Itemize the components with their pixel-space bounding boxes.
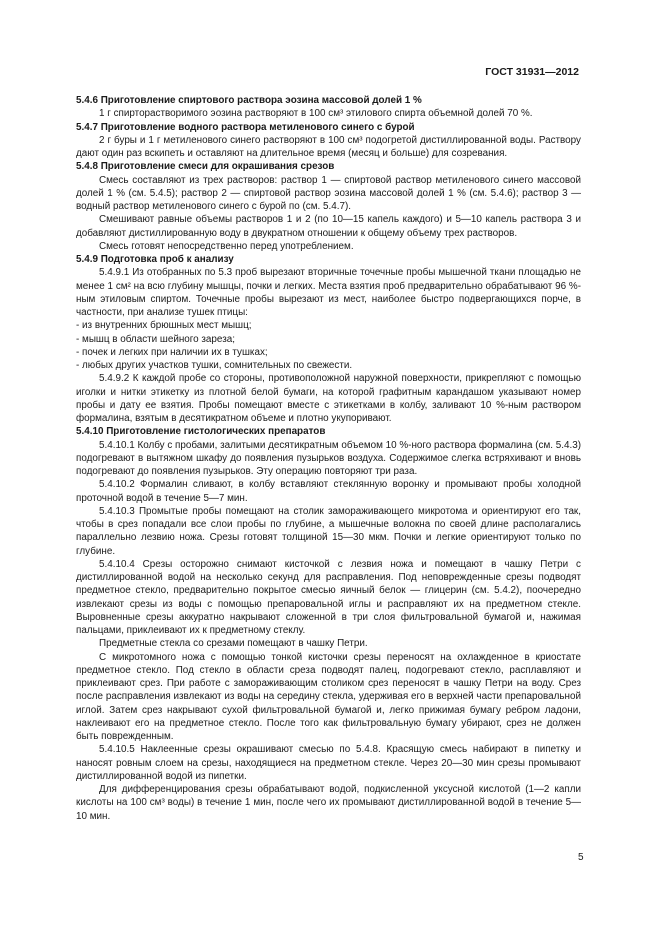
paragraph: 5.4.10.2 Формалин сливают, в колбу вставляют стеклянную воронку и промывают пробы холодной проточной водой в течение 5—7 мин.: [76, 479, 581, 504]
paragraph: Для дифференцирования срезы обрабатывают водой, подкисленной уксусной кислотой (1—2 капли кислоты на 100 см³ воды) в течение 1 мин, после чего их промывают дистиллированной водой в течение 5—10 мин.: [76, 784, 581, 822]
paragraph: 5.4.10.1 Колбу с пробами, залитыми десятикратным объемом 10 %-ного раствора формалина (см. 5.4.3) подогревают в вытяжном шкафу до появления пузырьков воздуха. Содержимое слегка встряхивают и вновь подогревают до появления пузырьков. Эту операцию повторяют три раза.: [76, 439, 581, 477]
list-item: - почек и легких при наличии их в тушках;: [76, 346, 268, 358]
document-body: [76, 94, 581, 823]
document-header: ГОСТ 31931—2012: [485, 66, 579, 78]
paragraph: Смесь готовят непосредственно перед употреблением.: [99, 240, 354, 252]
list-item: - из внутренних брюшных мест мышц;: [76, 320, 252, 332]
page-number: 5: [578, 852, 584, 863]
paragraph: Смесь составляют из трех растворов: раствор 1 — спиртовой раствор метиленового синего массовой долей 1 % (см. 5.4.5); раствор 2 — спиртовой раствор эозина массовой долей 1 % (см. 5.4.6); раствор 3 — водный раствор метиленового синего с бурой по (см. 5.4.7).: [76, 174, 581, 212]
paragraph: Смешивают равные объемы растворов 1 и 2 (по 10—15 капель каждого) и 5—10 капель раствора 3 и добавляют дистиллированную воду в двукратном отношении к общему объему трех растворов.: [76, 214, 581, 239]
paragraph: 5.4.10.3 Промытые пробы помещают на столик замораживающего микротома и ориентируют его так, чтобы в срез попадали все слои пробы по глубине, а мышечные волокна по своей длине располагались параллельно лезвию ножа. Срезы готовят толщиной 15—30 мкм. Почки и легкие ориентируют только по глубине.: [76, 505, 581, 557]
paragraph: 2 г буры и 1 г метиленового синего растворяют в 100 см³ подогретой дистиллированной воды. Раствору дают один раз вскипеть и оставляют на длительное время (месяц и больше) для созревания.: [76, 134, 581, 159]
paragraph: 5.4.10.4 Срезы осторожно снимают кисточкой с лезвия ножа и помещают в чашку Петри с дистиллированной водой на несколько секунд для расправления. Под неповрежденные срезы подводят предметное стекло, предварительно покрытое смесью яичный белок — глицерин (см. 5.4.2), поочередно извлекают срезы из воды с помощью препаровальной иглы и расправляют их на предметном стекле. Выровненные срезы аккуратно накрывают сложенной в три слоя фильтровальной бумагой и, нажимая пальцами, приклеивают их к предметному стеклу.: [76, 558, 581, 636]
section-heading: 5.4.9 Подготовка проб к анализу: [76, 254, 234, 265]
paragraph: Предметные стекла со срезами помещают в чашку Петри.: [99, 638, 368, 650]
paragraph: 5.4.9.1 Из отобранных по 5.3 проб вырезают вторичные точечные пробы мышечной ткани площадью не менее 1 см² на всю глубину мышцы, почки и легких. Места взятия проб предварительно обрабатывают 96 %-ным этиловым спиртом. Точечные пробы вырезают из мест, наиболее быстро подвергающихся порче, в частности, при анализе тушек птицы:: [76, 267, 581, 318]
paragraph: 5.4.10.5 Наклеенные срезы окрашивают смесью по 5.4.8. Красящую смесь набирают в пипетку и наносят ровным слоем на срезы, находящиеся на предметном стекле. Через 20—30 мин срезы промывают дистиллированной водой из пипетки.: [76, 744, 581, 782]
list-item: - мышц в области шейного зареза;: [76, 333, 235, 345]
section-heading: 5.4.8 Приготовление смеси для окрашивания срезов: [76, 161, 335, 173]
section-heading: 5.4.10 Приготовление гистологических препаратов: [76, 426, 326, 438]
paragraph: 5.4.9.2 К каждой пробе со стороны, противоположной наружной поверхности, прикрепляют с помощью иголки и нитки этикетку из плотной белой бумаги, на которой графитным карандашом указывают номер пробы и дату ее взятия. Пробы помещают вместе с этикетками в колбу, заливают 10 %-ным раствором формалина, взятым в десятикратном объеме и плотно укупоривают.: [76, 373, 581, 424]
section-heading: 5.4.7 Приготовление водного раствора метиленового синего с бурой: [76, 121, 415, 133]
section-heading: 5.4.6 Приготовление спиртового раствора эозина массовой долей 1 %: [76, 95, 422, 106]
list-item: - любых других участков тушки, сомнительных по свежести.: [76, 360, 353, 371]
paragraph: С микротомного ножа с помощью тонкой кисточки срезы переносят на охлажденное в криостате предметное стекло. Под стекло в области среза подводят палец, подогревают стекло, расплавляют и приклеивают срез. При работе с замораживающим столиком срез переносят в чашку Петри на воду. Срез после расправления извлекают из воды на середину стекла, удерживая его в верхней части препаровальной иглой. Затем срез накрывают сухой фильтровальной бумагой и, легко прижимая бумагу ребром ладони, наклеивают его на предметное стекло. После того как фильтровальную бумагу убирают, срез не должен быть поврежденным.: [76, 651, 581, 742]
paragraph: 1 г спирторастворимого эозина растворяют в 100 см³ этилового спирта объемной долей 70 %.: [99, 108, 533, 120]
